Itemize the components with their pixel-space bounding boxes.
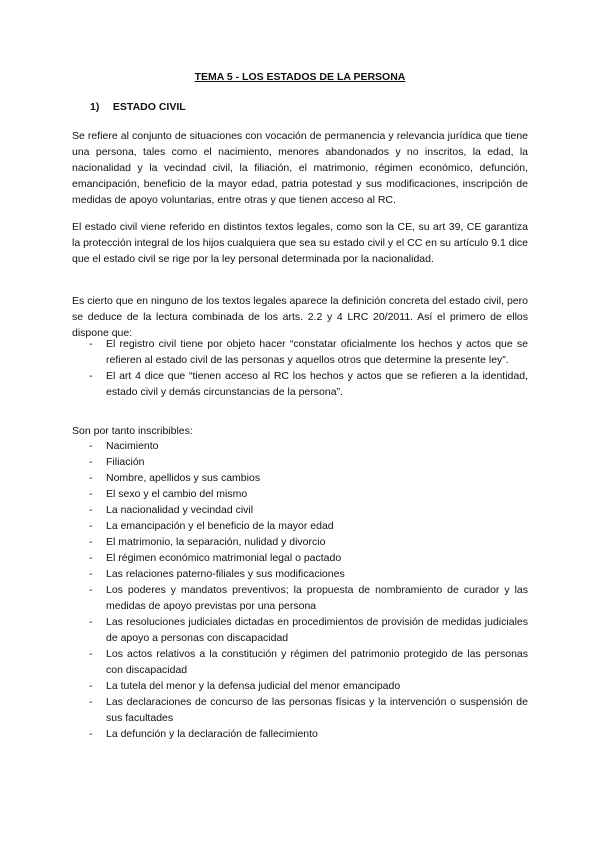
- list-item: - La nacionalidad y vecindad civil: [72, 502, 528, 518]
- paragraph-definition: Se refiere al conjunto de situaciones con vocación de permanencia y relevancia jurídica que tiene una persona, tales como el nacimiento, menores abandonados y no inscritos, la edad, la nacionalidad y la vecindad civil, la filiación, el matrimonio, régimen económico, defunción, emancipación, beneficio de la mayor edad, patria potestad y sus modificaciones, inscripción de medidas de apoyo voluntarias, entre otras y que tienen acceso al RC.: [72, 130, 528, 206]
- section-title: ESTADO CIVIL: [112, 101, 186, 113]
- list-item: - Nacimiento: [72, 438, 528, 454]
- list-item: - La defunción y la declaración de fallecimiento: [72, 726, 528, 742]
- section-number: 1): [90, 101, 100, 113]
- section-heading: [90, 101, 186, 113]
- list-item: - El matrimonio, la separación, nulidad y divorcio: [72, 534, 528, 550]
- list-item: - El art 4 dice que “tienen acceso al RC los hechos y actos que se refieren a la identidad, estado civil y demás circunstancias de la persona”.: [72, 368, 528, 400]
- list-item: - Los actos relativos a la constitución y régimen del patrimonio protegido de las personas con discapacidad: [72, 646, 528, 678]
- inscribibles-list: [72, 438, 528, 742]
- paragraph-definition-source: Es cierto que en ninguno de los textos legales aparece la definición concreta del estado civil, pero se deduce de la lectura combinada de los arts. 2.2 y 4 LRC 20/2011. Así el primero de ellos dispone que:: [72, 295, 528, 339]
- list-item: - Las relaciones paterno-filiales y sus modificaciones: [72, 566, 528, 582]
- list-item: - Filiación: [72, 454, 528, 470]
- list-item: - Las declaraciones de concurso de las personas físicas y la intervención o suspensión de sus facultades: [72, 694, 528, 726]
- page-title: TEMA 5 - LOS ESTADOS DE LA PERSONA: [194, 71, 406, 83]
- quotes-list: [72, 336, 528, 400]
- inscribibles-intro: Son por tanto inscribibles:: [72, 425, 193, 437]
- list-item: - La emancipación y el beneficio de la mayor edad: [72, 518, 528, 534]
- list-item: - Nombre, apellidos y sus cambios: [72, 470, 528, 486]
- list-item: - La tutela del menor y la defensa judicial del menor emancipado: [72, 678, 528, 694]
- paragraph-legal-texts: El estado civil viene referido en distintos textos legales, como son la CE, su art 39, CE garantiza la protección integral de los hijos cualquiera que sea su estado civil y el CC en su artículo 9.1 dice que el estado civil se rige por la ley personal determinada por la nacionalidad.: [72, 221, 528, 265]
- list-item: - Las resoluciones judiciales dictadas en procedimientos de provisión de medidas judiciales de apoyo a personas con discapacidad: [72, 614, 528, 646]
- list-item: - El registro civil tiene por objeto hacer “constatar oficialmente los hechos y actos que se refieren al estado civil de las personas y aquellos otros que determine la presente ley”.: [72, 336, 528, 368]
- list-item: - El régimen económico matrimonial legal o pactado: [72, 550, 528, 566]
- list-item: - Los poderes y mandatos preventivos; la propuesta de nombramiento de curador y las medidas de apoyo previstas por una persona: [72, 582, 528, 614]
- list-item: - El sexo y el cambio del mismo: [72, 486, 528, 502]
